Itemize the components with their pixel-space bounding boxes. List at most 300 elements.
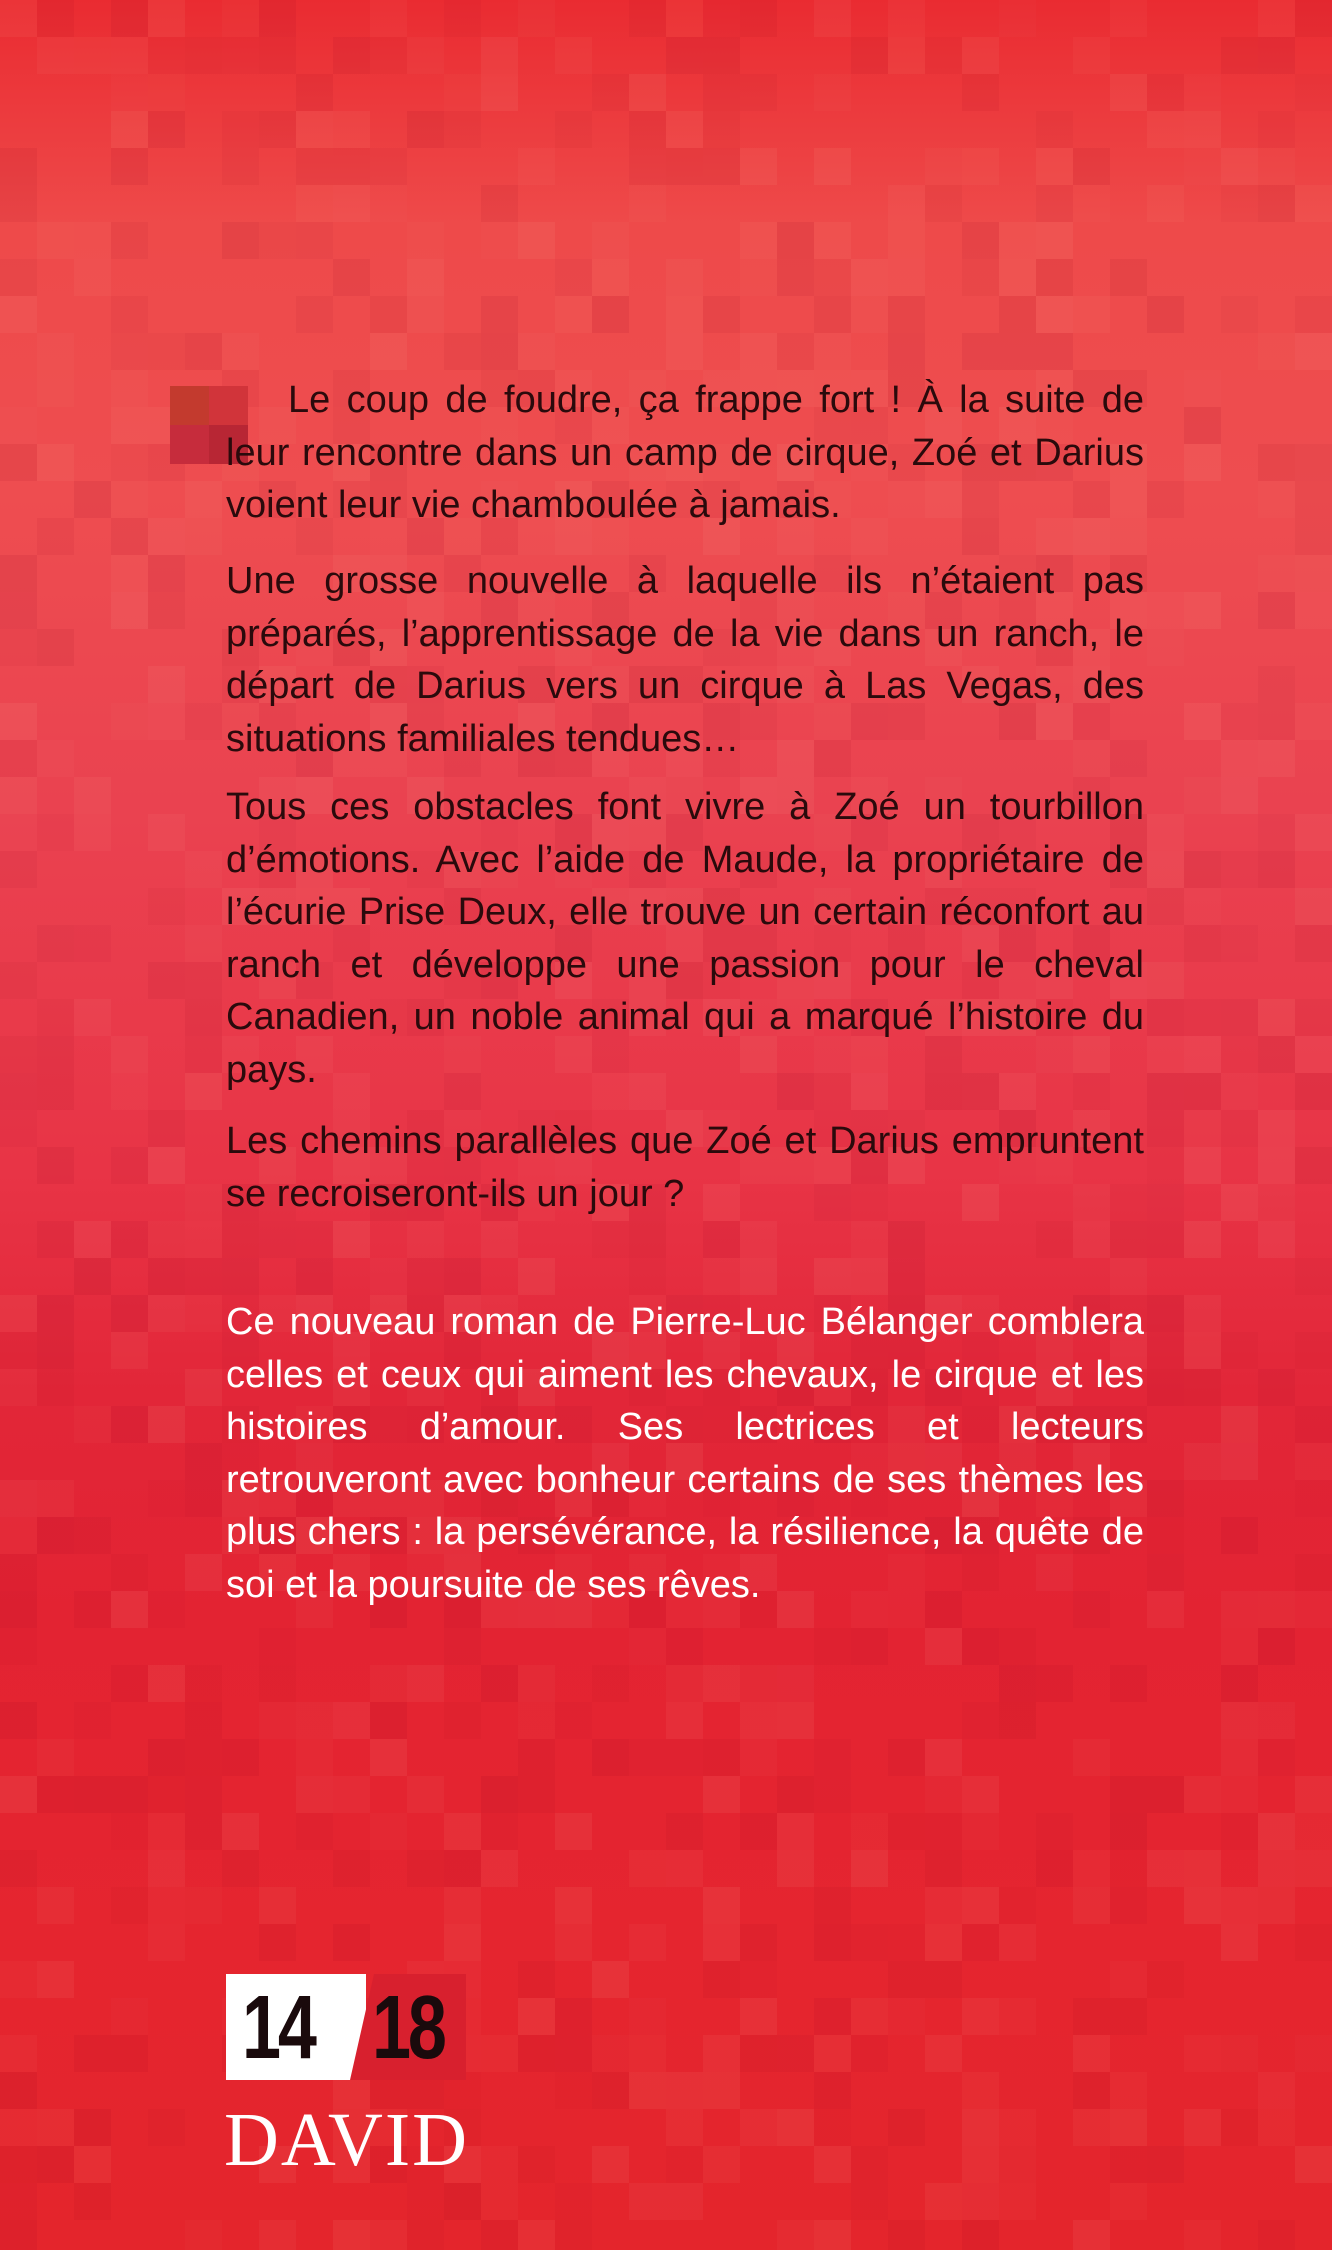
mosaic-tile (148, 888, 185, 925)
mosaic-tile (518, 1998, 555, 2035)
mosaic-tile (1184, 1221, 1221, 1258)
mosaic-tile (37, 1332, 74, 1369)
mosaic-tile (111, 296, 148, 333)
mosaic-tile (1295, 0, 1332, 37)
mosaic-tile (740, 2109, 777, 2146)
mosaic-tile (37, 1961, 74, 1998)
mosaic-tile (1036, 259, 1073, 296)
mosaic-tile (555, 259, 592, 296)
mosaic-tile (444, 1887, 481, 1924)
mosaic-tile (37, 740, 74, 777)
mosaic-tile (888, 1924, 925, 1961)
mosaic-tile (777, 259, 814, 296)
mosaic-tile (1295, 1591, 1332, 1628)
mosaic-tile (703, 148, 740, 185)
mosaic-tile (925, 37, 962, 74)
mosaic-tile (370, 1665, 407, 1702)
mosaic-tile (1110, 259, 1147, 296)
mosaic-tile (1184, 1776, 1221, 1813)
mosaic-tile (111, 703, 148, 740)
mosaic-tile (74, 777, 111, 814)
mosaic-tile (1295, 1036, 1332, 1073)
mosaic-tile (962, 1702, 999, 1739)
mosaic-tile (333, 1776, 370, 1813)
mosaic-tile (703, 1924, 740, 1961)
mosaic-tile (481, 37, 518, 74)
mosaic-tile (629, 2035, 666, 2072)
mosaic-tile (592, 296, 629, 333)
mosaic-tile (1147, 592, 1184, 629)
mosaic-tile (925, 1961, 962, 1998)
mosaic-tile (555, 2183, 592, 2220)
mosaic-tile (851, 2035, 888, 2072)
mosaic-tile (962, 1924, 999, 1961)
mosaic-tile (37, 1480, 74, 1517)
mosaic-tile (259, 37, 296, 74)
mosaic-tile (1258, 2220, 1295, 2250)
summary-paragraph-1: Le coup de foudre, ça frappe fort ! À la suite de leur rencontre dans un camp de cirque, Zoé et Darius voient leur vie chamboulée à jamais. (226, 379, 1144, 526)
mosaic-tile (1221, 1332, 1258, 1369)
mosaic-tile (1184, 703, 1221, 740)
mosaic-tile (814, 1887, 851, 1924)
mosaic-tile (481, 222, 518, 259)
mosaic-tile (481, 2183, 518, 2220)
mosaic-tile (333, 1924, 370, 1961)
mosaic-tile (296, 1813, 333, 1850)
mosaic-tile (74, 999, 111, 1036)
mosaic-tile (37, 1073, 74, 1110)
mosaic-tile (37, 629, 74, 666)
mosaic-tile (999, 1702, 1036, 1739)
mosaic-tile (1073, 185, 1110, 222)
mosaic-tile (148, 1739, 185, 1776)
mosaic-tile (518, 2220, 555, 2250)
mosaic-tile (1110, 2183, 1147, 2220)
mosaic-tile (1258, 2072, 1295, 2109)
mosaic-tile (0, 1036, 37, 1073)
mosaic-tile (185, 333, 222, 370)
mosaic-tile (1295, 481, 1332, 518)
mosaic-tile (185, 2220, 222, 2250)
mosaic-tile (0, 1850, 37, 1887)
mosaic-tile (1073, 2035, 1110, 2072)
mosaic-tile (148, 1110, 185, 1147)
mosaic-tile (185, 481, 222, 518)
mosaic-tile (851, 2183, 888, 2220)
mosaic-tile (1073, 1887, 1110, 1924)
mosaic-tile (148, 74, 185, 111)
mosaic-tile (962, 1813, 999, 1850)
mosaic-tile (1184, 444, 1221, 481)
mosaic-tile (148, 666, 185, 703)
mosaic-tile (481, 1776, 518, 1813)
mosaic-tile (740, 1665, 777, 1702)
mosaic-tile (444, 333, 481, 370)
mosaic-tile (111, 1295, 148, 1332)
mosaic-tile (518, 1665, 555, 1702)
mosaic-tile (1295, 1850, 1332, 1887)
logo-right-number: 18 (372, 1978, 444, 2078)
mosaic-tile (777, 1850, 814, 1887)
mosaic-tile (555, 111, 592, 148)
mosaic-tile (740, 1739, 777, 1776)
mosaic-tile (111, 1998, 148, 2035)
mosaic-tile (74, 481, 111, 518)
mosaic-tile (37, 1221, 74, 1258)
mosaic-tile (592, 2072, 629, 2109)
mosaic-tile (518, 333, 555, 370)
mosaic-tile (1147, 851, 1184, 888)
mosaic-tile (925, 1776, 962, 1813)
mosaic-tile (407, 1776, 444, 1813)
mosaic-tile (481, 1221, 518, 1258)
mosaic-tile (814, 1776, 851, 1813)
mosaic-tile (1258, 1184, 1295, 1221)
mosaic-tile (370, 37, 407, 74)
author-blurb: Ce nouveau roman de Pierre-Luc Bélanger comblera celles et ceux qui aiment les chevaux, le cirque et les histoires d’amour. Ses lectrices et lecteurs retrouveront avec bonheur certains de ses thèmes les plus chers : la persévérance, la résilience, la quête de soi et la poursuite de ses rêves. (226, 1301, 1144, 1606)
mosaic-tile (814, 1258, 851, 1295)
mosaic-tile (148, 1406, 185, 1443)
mosaic-tile (518, 2035, 555, 2072)
mosaic-tile (1184, 777, 1221, 814)
mosaic-tile (185, 1702, 222, 1739)
mosaic-tile (444, 0, 481, 37)
mosaic-tile (962, 1887, 999, 1924)
mosaic-tile (1184, 1332, 1221, 1369)
mosaic-tile (148, 1295, 185, 1332)
mosaic-tile (111, 444, 148, 481)
mosaic-tile (851, 1998, 888, 2035)
mosaic-tile (37, 2146, 74, 2183)
mosaic-tile (1147, 1850, 1184, 1887)
mosaic-tile (555, 2035, 592, 2072)
mosaic-tile (1295, 1147, 1332, 1184)
mosaic-tile (703, 1887, 740, 1924)
mosaic-tile (0, 185, 37, 222)
mosaic-tile (1184, 925, 1221, 962)
mosaic-tile (518, 1702, 555, 1739)
mosaic-tile (111, 1147, 148, 1184)
mosaic-tile (999, 222, 1036, 259)
mosaic-tile (185, 1776, 222, 1813)
mosaic-tile (814, 296, 851, 333)
mosaic-tile (1295, 1258, 1332, 1295)
mosaic-tile (74, 925, 111, 962)
mosaic-tile (925, 2035, 962, 2072)
mosaic-tile (1110, 1665, 1147, 1702)
mosaic-tile (888, 2220, 925, 2250)
mosaic-tile (481, 1813, 518, 1850)
mosaic-tile (74, 1776, 111, 1813)
mosaic-tile (1147, 1776, 1184, 1813)
mosaic-tile (999, 2109, 1036, 2146)
mosaic-tile (1110, 1813, 1147, 1850)
mosaic-tile (1110, 0, 1147, 37)
mosaic-tile (111, 74, 148, 111)
mosaic-tile (666, 333, 703, 370)
mosaic-tile (518, 2146, 555, 2183)
mosaic-tile (1184, 2035, 1221, 2072)
mosaic-tile (296, 1739, 333, 1776)
mosaic-tile (1073, 148, 1110, 185)
mosaic-tile (1184, 74, 1221, 111)
mosaic-tile (74, 2146, 111, 2183)
mosaic-tile (111, 1406, 148, 1443)
mosaic-tile (555, 2072, 592, 2109)
mosaic-tile (296, 1221, 333, 1258)
mosaic-tile (1221, 1702, 1258, 1739)
mosaic-tile (0, 1480, 37, 1517)
mosaic-tile (740, 333, 777, 370)
mosaic-tile (925, 1850, 962, 1887)
mosaic-tile (592, 222, 629, 259)
mosaic-tile (703, 0, 740, 37)
mosaic-tile (296, 1702, 333, 1739)
mosaic-tile (74, 222, 111, 259)
mosaic-tile (1221, 1739, 1258, 1776)
mosaic-tile (111, 1813, 148, 1850)
mosaic-tile (1147, 629, 1184, 666)
mosaic-tile (1221, 1591, 1258, 1628)
mosaic-tile (296, 296, 333, 333)
mosaic-tile (1258, 333, 1295, 370)
mosaic-tile (370, 185, 407, 222)
mosaic-tile (1258, 1813, 1295, 1850)
mosaic-tile (666, 111, 703, 148)
mosaic-tile (1036, 185, 1073, 222)
mosaic-tile (0, 1554, 37, 1591)
mosaic-tile (37, 518, 74, 555)
mosaic-tile (111, 481, 148, 518)
mosaic-tile (666, 259, 703, 296)
mosaic-tile (37, 1147, 74, 1184)
mosaic-tile (666, 1702, 703, 1739)
mosaic-tile (1036, 1665, 1073, 1702)
mosaic-tile (1258, 555, 1295, 592)
mosaic-tile (888, 1221, 925, 1258)
mosaic-tile (1184, 1073, 1221, 1110)
mosaic-tile (851, 1850, 888, 1887)
mosaic-tile (999, 1665, 1036, 1702)
mosaic-tile (370, 1258, 407, 1295)
mosaic-tile (1221, 2109, 1258, 2146)
mosaic-tile (74, 1702, 111, 1739)
mosaic-tile (999, 0, 1036, 37)
mosaic-tile (0, 2109, 37, 2146)
mosaic-tile (0, 962, 37, 999)
mosaic-tile (37, 37, 74, 74)
mosaic-tile (37, 1776, 74, 1813)
mosaic-tile (1110, 2072, 1147, 2109)
mosaic-tile (148, 1924, 185, 1961)
mosaic-tile (1258, 444, 1295, 481)
mosaic-tile (0, 629, 37, 666)
mosaic-tile (1221, 703, 1258, 740)
mosaic-tile (777, 1702, 814, 1739)
mosaic-tile (1110, 2109, 1147, 2146)
mosaic-tile (629, 185, 666, 222)
mosaic-tile (888, 333, 925, 370)
mosaic-tile (444, 111, 481, 148)
mosaic-tile (37, 1739, 74, 1776)
mosaic-tile (1258, 111, 1295, 148)
mosaic-tile (481, 185, 518, 222)
mosaic-tile (888, 1998, 925, 2035)
mosaic-tile (777, 1776, 814, 1813)
mosaic-tile (148, 111, 185, 148)
mosaic-tile (1184, 1369, 1221, 1406)
mosaic-tile (1221, 1110, 1258, 1147)
mosaic-tile (962, 2220, 999, 2250)
mosaic-tile (481, 296, 518, 333)
mosaic-tile (1110, 1961, 1147, 1998)
mosaic-tile (185, 925, 222, 962)
mosaic-tile (74, 2035, 111, 2072)
mosaic-tile (370, 2220, 407, 2250)
mosaic-tile (814, 1628, 851, 1665)
mosaic-tile (1295, 1443, 1332, 1480)
mosaic-tile (185, 37, 222, 74)
mosaic-tile (666, 296, 703, 333)
mosaic-tile (1036, 296, 1073, 333)
mosaic-tile (1221, 1406, 1258, 1443)
mosaic-tile (1184, 851, 1221, 888)
mosaic-tile (333, 2220, 370, 2250)
mosaic-tile (1036, 148, 1073, 185)
mosaic-tile (407, 296, 444, 333)
mosaic-tile (333, 111, 370, 148)
mosaic-tile (1221, 1665, 1258, 1702)
mosaic-tile (555, 1702, 592, 1739)
mosaic-tile (814, 1739, 851, 1776)
mosaic-tile (1221, 1813, 1258, 1850)
mosaic-tile (185, 1554, 222, 1591)
mosaic-tile (888, 259, 925, 296)
mosaic-tile (999, 1887, 1036, 1924)
mosaic-tile (148, 592, 185, 629)
mosaic-tile (1073, 1998, 1110, 2035)
mosaic-tile (851, 2146, 888, 2183)
mosaic-tile (0, 1110, 37, 1147)
mosaic-tile (0, 444, 37, 481)
mosaic-tile (1147, 1369, 1184, 1406)
mosaic-tile (592, 1665, 629, 1702)
collection-logo (226, 1974, 466, 2080)
mosaic-tile (1147, 2146, 1184, 2183)
mosaic-tile (1110, 1221, 1147, 1258)
mosaic-tile (629, 1739, 666, 1776)
mosaic-tile (370, 1702, 407, 1739)
mosaic-tile (1295, 1332, 1332, 1369)
mosaic-tile (1184, 407, 1221, 444)
mosaic-tile (407, 2183, 444, 2220)
mosaic-tile (74, 1258, 111, 1295)
mosaic-tile (925, 185, 962, 222)
mosaic-tile (1184, 592, 1221, 629)
mosaic-tile (1184, 1147, 1221, 1184)
mosaic-tile (518, 1776, 555, 1813)
mosaic-tile (1184, 148, 1221, 185)
mosaic-tile (222, 37, 259, 74)
mosaic-tile (111, 518, 148, 555)
mosaic-tile (1184, 2220, 1221, 2250)
mosaic-tile (333, 1850, 370, 1887)
mosaic-tile (1147, 481, 1184, 518)
mosaic-tile (148, 1665, 185, 1702)
mosaic-tile (962, 2109, 999, 2146)
mosaic-tile (592, 1961, 629, 1998)
mosaic-tile (481, 74, 518, 111)
mosaic-tile (37, 370, 74, 407)
mosaic-tile (407, 2220, 444, 2250)
mosaic-tile (185, 1295, 222, 1332)
mosaic-tile (1147, 1517, 1184, 1554)
mosaic-tile (481, 1850, 518, 1887)
mosaic-tile (407, 1221, 444, 1258)
mosaic-tile (629, 148, 666, 185)
publisher-name: DAVID (224, 2098, 470, 2182)
mosaic-tile (111, 1332, 148, 1369)
mosaic-tile (518, 1961, 555, 1998)
mosaic-tile (1295, 1554, 1332, 1591)
mosaic-tile (1295, 703, 1332, 740)
mosaic-tile (1147, 888, 1184, 925)
mosaic-tile (407, 222, 444, 259)
mosaic-tile (1036, 1221, 1073, 1258)
mosaic-tile (1110, 1887, 1147, 1924)
mosaic-tile (666, 1665, 703, 1702)
mosaic-tile (1221, 148, 1258, 185)
mosaic-tile (1073, 1221, 1110, 1258)
mosaic-tile (1221, 777, 1258, 814)
mosaic-tile (407, 1850, 444, 1887)
mosaic-tile (1147, 1184, 1184, 1221)
mosaic-tile (1184, 370, 1221, 407)
mosaic-tile (888, 37, 925, 74)
mosaic-tile (222, 1258, 259, 1295)
mosaic-tile (1295, 296, 1332, 333)
mosaic-tile (592, 1221, 629, 1258)
mosaic-tile (370, 1813, 407, 1850)
mosaic-tile (851, 1221, 888, 1258)
mosaic-tile (1221, 1073, 1258, 1110)
mosaic-tile (629, 1258, 666, 1295)
mosaic-tile (1258, 1147, 1295, 1184)
mosaic-tile (1147, 1591, 1184, 1628)
mosaic-tile (1258, 703, 1295, 740)
mosaic-tile (814, 0, 851, 37)
mosaic-tile (1295, 1406, 1332, 1443)
mosaic-tile (37, 444, 74, 481)
mosaic-tile (1221, 37, 1258, 74)
mosaic-tile (111, 370, 148, 407)
mosaic-tile (703, 111, 740, 148)
mosaic-tile (592, 2146, 629, 2183)
mosaic-tile (777, 1665, 814, 1702)
mosaic-tile (814, 2109, 851, 2146)
mosaic-tile (0, 0, 37, 37)
mosaic-tile (111, 1073, 148, 1110)
mosaic-tile (0, 1332, 37, 1369)
mosaic-tile (296, 185, 333, 222)
mosaic-tile (740, 1221, 777, 1258)
mosaic-tile (814, 333, 851, 370)
mosaic-tile (370, 0, 407, 37)
mosaic-tile (629, 1628, 666, 1665)
mosaic-tile (111, 1221, 148, 1258)
mosaic-tile (703, 74, 740, 111)
mosaic-tile (481, 1665, 518, 1702)
